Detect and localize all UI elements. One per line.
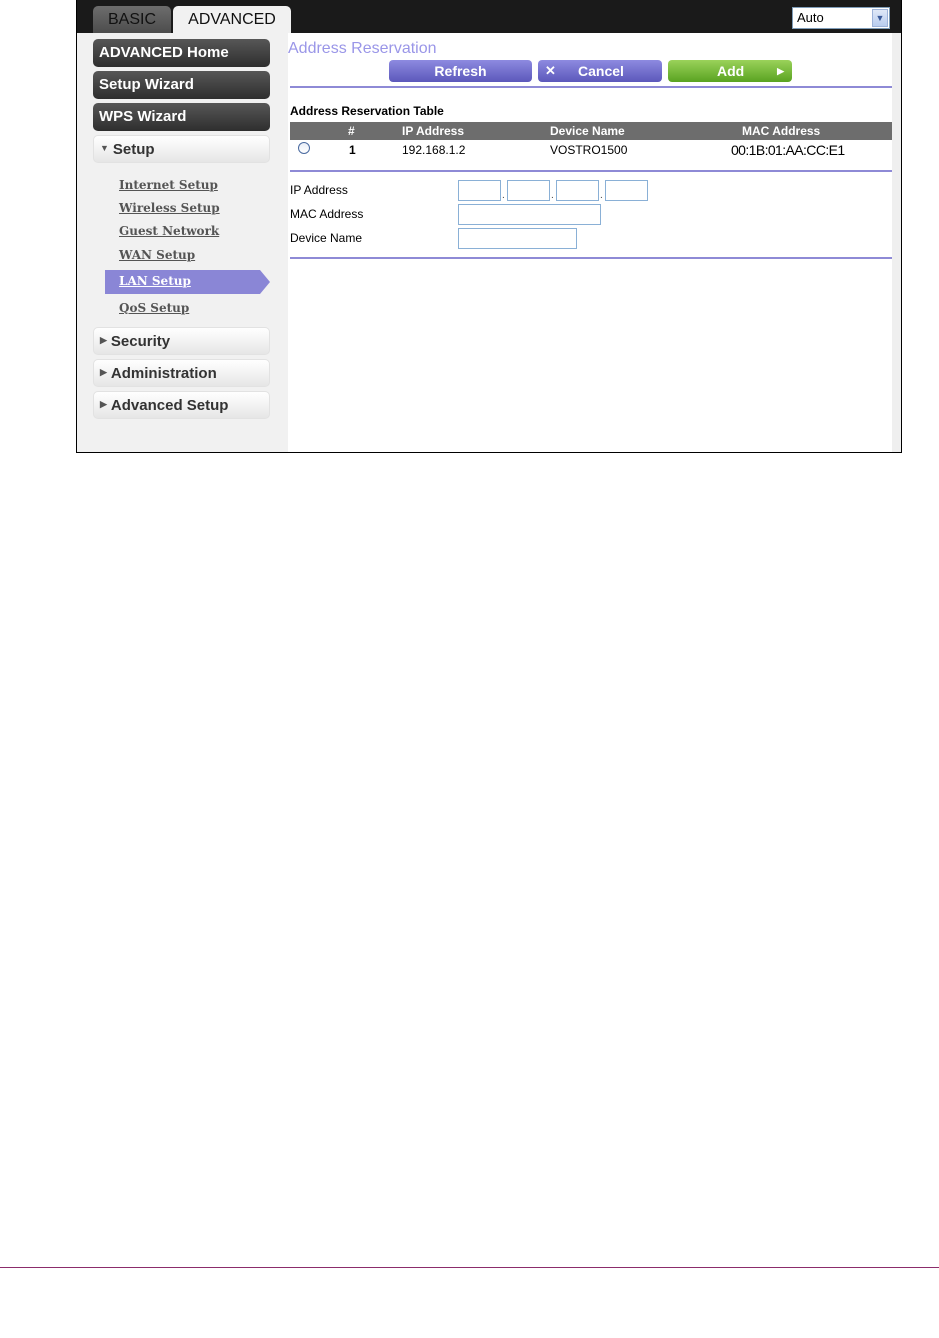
- cancel-button-label: Cancel: [578, 63, 624, 79]
- sidebar-item-setup-wizard[interactable]: Setup Wizard: [93, 71, 270, 99]
- ip-octet-3-input[interactable]: [556, 180, 599, 201]
- divider: [290, 86, 892, 88]
- add-button[interactable]: [668, 60, 792, 82]
- column-header-mac-address: MAC Address: [742, 124, 821, 138]
- sidebar-item-label: Advanced Setup: [110, 397, 229, 414]
- divider: [290, 170, 892, 172]
- top-bar: [77, 0, 901, 33]
- table-header: [290, 122, 892, 140]
- device-name-label: Device Name: [290, 231, 363, 245]
- table-title: Address Reservation Table: [290, 104, 444, 118]
- ip-separator: .: [502, 190, 505, 201]
- sidebar-item-setup[interactable]: [93, 135, 270, 163]
- chevron-down-icon[interactable]: ▼: [872, 9, 888, 27]
- sidebar-item-security[interactable]: [93, 327, 270, 355]
- ip-separator: .: [551, 190, 554, 201]
- column-header-ip-address: IP Address: [402, 124, 465, 138]
- sidebar-item-label: Administration: [110, 365, 217, 382]
- sidebar-subitem-lan-setup[interactable]: [105, 270, 260, 294]
- sidebar-item-label: Security: [110, 333, 171, 350]
- close-icon: ✕: [545, 63, 556, 78]
- arrow-right-icon: ▶: [777, 66, 784, 76]
- sidebar-item-advanced-setup[interactable]: [93, 391, 270, 419]
- triangle-down-icon: ▼: [100, 143, 109, 154]
- ip-octet-2-input[interactable]: [507, 180, 550, 201]
- column-header-number: #: [348, 124, 355, 138]
- row-device-name: VOSTRO1500: [550, 143, 628, 157]
- row-select-radio[interactable]: [298, 142, 310, 154]
- device-name-input[interactable]: [458, 228, 577, 249]
- sidebar-item-wps-wizard[interactable]: WPS Wizard: [93, 103, 270, 131]
- add-button-label: Add: [717, 63, 745, 79]
- refresh-button[interactable]: Refresh: [389, 60, 532, 82]
- divider: [290, 257, 892, 259]
- row-number: 1: [349, 143, 356, 157]
- sidebar-subitem-guest-network[interactable]: Guest Network: [119, 224, 220, 238]
- tab-basic[interactable]: BASIC: [93, 6, 171, 35]
- mac-address-label: MAC Address: [290, 207, 364, 221]
- sidebar-item-advanced-home[interactable]: ADVANCED Home: [93, 39, 270, 67]
- sidebar-item-administration[interactable]: [93, 359, 270, 387]
- cancel-button[interactable]: [538, 60, 662, 82]
- triangle-right-icon: ▶: [100, 335, 107, 346]
- language-select[interactable]: [792, 7, 890, 29]
- language-select-value: Auto: [797, 10, 824, 25]
- tab-advanced[interactable]: ADVANCED: [173, 6, 291, 35]
- sidebar-subitem-internet-setup[interactable]: Internet Setup: [119, 178, 218, 192]
- sidebar-subitem-label: LAN Setup: [119, 274, 191, 288]
- main-content: [288, 33, 892, 453]
- row-ip-address: 192.168.1.2: [402, 143, 466, 157]
- sidebar-item-label: Setup: [112, 141, 155, 158]
- page-footer-divider: [0, 1267, 939, 1268]
- sidebar: [77, 33, 288, 453]
- row-mac-address: 00:1B:01:AA:CC:E1: [731, 142, 845, 158]
- ip-separator: .: [600, 190, 603, 201]
- triangle-right-icon: ▶: [100, 367, 107, 378]
- ip-octet-4-input[interactable]: [605, 180, 648, 201]
- triangle-right-icon: ▶: [100, 399, 107, 410]
- sidebar-subitem-wireless-setup[interactable]: Wireless Setup: [119, 201, 220, 215]
- table-row[interactable]: [290, 142, 892, 162]
- ip-address-label: IP Address: [290, 183, 348, 197]
- router-admin-window: [76, 0, 902, 453]
- sidebar-subitem-wan-setup[interactable]: WAN Setup: [119, 248, 196, 262]
- ip-octet-1-input[interactable]: [458, 180, 501, 201]
- column-header-device-name: Device Name: [550, 124, 625, 138]
- sidebar-subitem-qos-setup[interactable]: QoS Setup: [119, 301, 190, 315]
- scrollbar[interactable]: [892, 33, 901, 453]
- mac-address-input[interactable]: [458, 204, 601, 225]
- page-title: Address Reservation: [288, 40, 437, 57]
